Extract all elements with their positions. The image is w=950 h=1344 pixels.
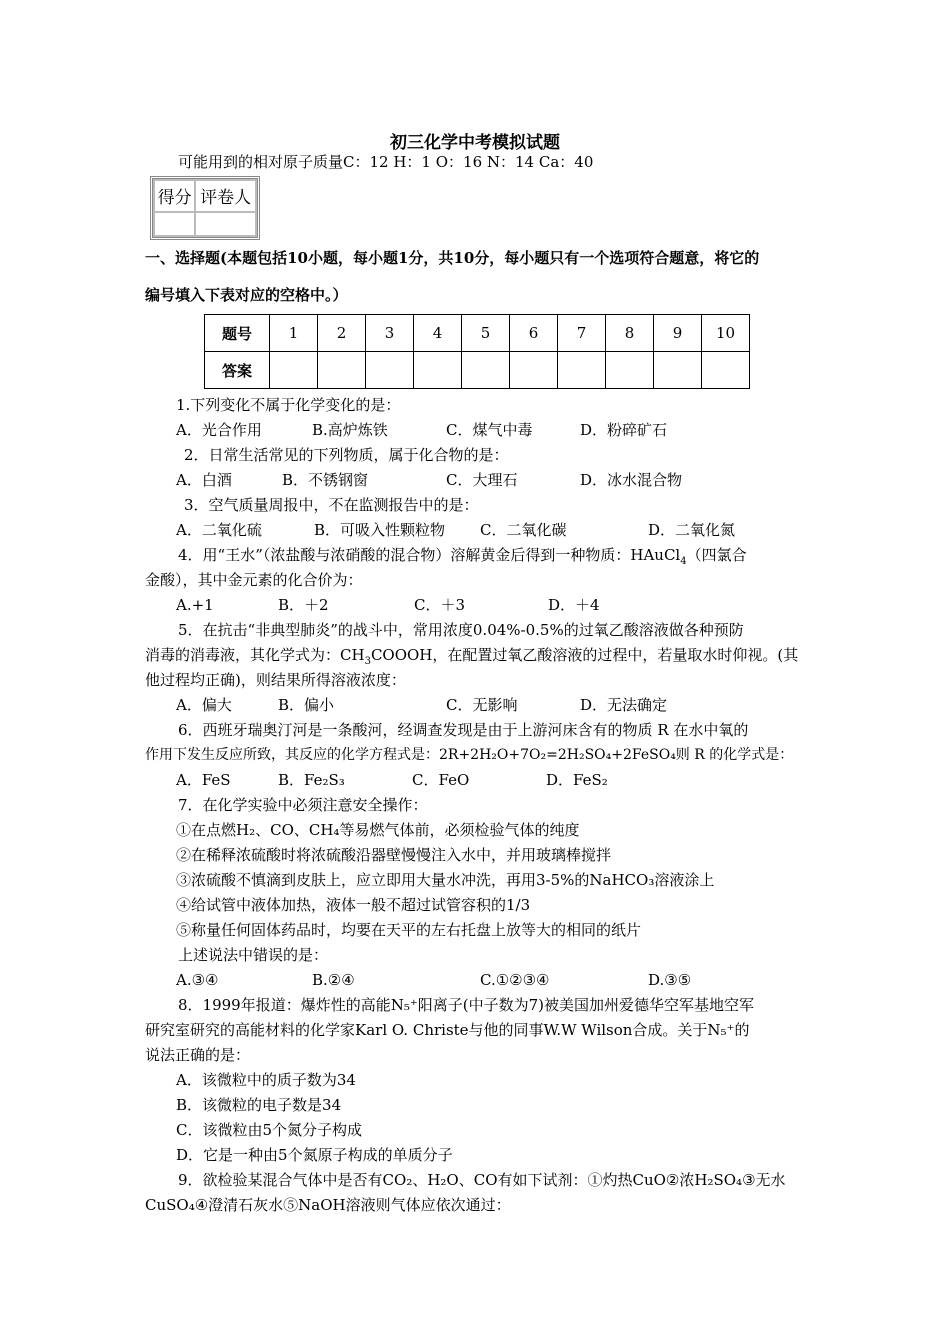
q8-option-a: A．该微粒中的质子数为34 [176,1071,356,1089]
q2-stem: 2．日常生活常见的下列物质，属于化合物的是： [184,446,509,464]
q8-line1: 8．1999年报道：爆炸性的高能N₅⁺阳离子(中子数为7)被美国加州爱德华空军基地空军 [178,996,755,1014]
q3-option-c: C．二氧化碳 [480,521,567,539]
answer-cell[interactable] [606,352,654,389]
q7-stem: 7．在化学实验中必须注意安全操作： [178,796,428,814]
q3-option-a: A．二氧化硫 [176,521,262,539]
q8-line2: 研究室研究的高能材料的化学家Karl O. Christe与他的同事W.W Wilson合成。关于N₅⁺的 [145,1021,750,1039]
q9-line1: 9．欲检验某混合气体中是否有CO₂、H₂O、CO有如下试剂：①灼热CuO②浓H₂SO₄③无水 [178,1171,786,1189]
q5-line1: 5．在抗击“非典型肺炎”的战斗中，常用浓度0.04%-0.5%的过氧乙酸溶液做各种预防 [178,621,744,639]
answer-cell[interactable] [702,352,750,389]
q8-option-d: D．它是一种由5个氮原子构成的单质分子 [176,1146,453,1164]
q8-line3: 说法正确的是： [145,1046,251,1064]
row2-label: 答案 [205,352,270,389]
table-number: 10 [702,315,750,352]
table-number: 3 [366,315,414,352]
q8-option-c: C．该微粒由5个氮分子构成 [176,1121,363,1139]
q9-line2: CuSO₄④澄清石灰水⑤NaOH溶液则气体应依次通过： [145,1196,511,1214]
q4-option-b: B．＋2 [278,596,329,614]
q8-option-b: B．该微粒的电子数是34 [176,1096,342,1114]
score-cell[interactable] [154,212,195,236]
q2-option-b: B．不锈钢窗 [282,471,369,489]
q3-stem: 3．空气质量周报中，不在监测报告中的是： [184,496,479,514]
grader-cell[interactable] [195,212,256,236]
answer-cell[interactable] [270,352,318,389]
table-number: 2 [318,315,366,352]
q7-item: ③浓硫酸不慎滴到皮肤上，应立即用大量水冲洗，再用3-5%的NaHCO₃溶液涂上 [176,871,715,889]
table-number: 1 [270,315,318,352]
q1-option-a: A．光合作用 [176,421,262,439]
q7-option-d: D.③⑤ [648,971,692,989]
q3-option-d: D．二氧化氮 [648,521,736,539]
section1-heading-line1: 一、选择题(本题包括10小题，每小题1分，共10分，每小题只有一个选项符合题意，将它的 [145,249,760,267]
q6-option-c: C．FeO [412,771,470,789]
q4-option-a: A.+1 [176,596,214,614]
q5-option-d: D．无法确定 [580,696,668,714]
q1-option-b: B.高炉炼铁 [312,421,388,439]
q6-line2: 作用下发生反应所致，其反应的化学方程式是：2R+2H₂O+7O₂=2H₂SO₄+2FeSO₄则 R 的化学式是： [145,747,794,763]
answer-cell[interactable] [654,352,702,389]
q2-option-c: C．大理石 [446,471,518,489]
score-label: 得分 [154,180,195,212]
q7-item: ②在稀释浓硫酸时将浓硫酸沿器壁慢慢注入水中，并用玻璃棒搅拌 [176,846,612,864]
table-row-answers [205,352,750,389]
answer-cell[interactable] [462,352,510,389]
q6-line1: 6．西班牙瑞奥汀河是一条酸河，经调查发现是由于上游河床含有的物质 R 在水中氧的 [178,721,749,739]
q1-option-d: D．粉碎矿石 [580,421,668,439]
q6-option-b: B．Fe₂S₃ [278,771,345,789]
q7-item: ①在点燃H₂、CO、CH₄等易燃气体前，必须检验气体的纯度 [176,821,580,839]
q7-item: ④给试管中液体加热，液体一般不超过试管容积的1/3 [176,896,531,914]
q7-option-b: B.②④ [312,971,355,989]
q4-option-d: D．＋4 [548,596,600,614]
answer-table [204,314,750,389]
table-number: 6 [510,315,558,352]
answer-cell[interactable] [318,352,366,389]
q4-option-c: C．＋3 [414,596,466,614]
section1-heading-line2: 编号填入下表对应的空格中。） [145,286,348,304]
q7-option-c: C.①②③④ [480,971,550,989]
q4-line1: 4．用“王水”（浓盐酸与浓硝酸的混合物）溶解黄金后得到一种物质：HAuCl$_4$（四氯合 [178,546,747,567]
table-number: 4 [414,315,462,352]
q5-option-c: C．无影响 [446,696,518,714]
q5-line3: 他过程均正确)，则结果所得溶液浓度： [145,671,406,689]
answer-cell[interactable] [414,352,462,389]
q2-option-d: D．冰水混合物 [580,471,683,489]
atomic-masses: 可能用到的相对原子质量C：12 H：1 O：16 N：14 Ca：40 [178,153,594,171]
row1-label: 题号 [205,315,270,352]
table-number: 5 [462,315,510,352]
q1-option-c: C．煤气中毒 [446,421,533,439]
answer-cell[interactable] [510,352,558,389]
grader-label: 评卷人 [195,180,256,212]
q5-option-b: B．偏小 [278,696,335,714]
q4-line2: 金酸），其中金元素的化合价为： [145,571,363,589]
table-number: 9 [654,315,702,352]
q7-ask: 上述说法中错误的是： [178,946,329,964]
q6-option-a: A．FeS [176,771,231,789]
q1-stem: 1.下列变化不属于化学变化的是： [176,396,401,414]
table-number: 8 [606,315,654,352]
answer-cell[interactable] [558,352,606,389]
q2-option-a: A．白酒 [176,471,232,489]
page-title: 初三化学中考模拟试题 [390,133,560,153]
q5-line2: 消毒的消毒液，其化学式为：$CH_3COOOH$，在配置过氧乙酸溶液的过程中，若量取水时仰视。(其 [145,646,799,667]
answer-cell[interactable] [366,352,414,389]
q3-option-b: B．可吸入性颗粒物 [314,521,446,539]
q5-option-a: A．偏大 [176,696,232,714]
q7-item: ⑤称量任何固体药品时，均要在天平的左右托盘上放等大的相同的纸片 [176,921,642,939]
score-box [150,176,260,240]
q6-option-d: D．FeS₂ [546,771,608,789]
table-row-numbers [205,315,750,352]
q7-option-a: A.③④ [176,971,219,989]
table-number: 7 [558,315,606,352]
